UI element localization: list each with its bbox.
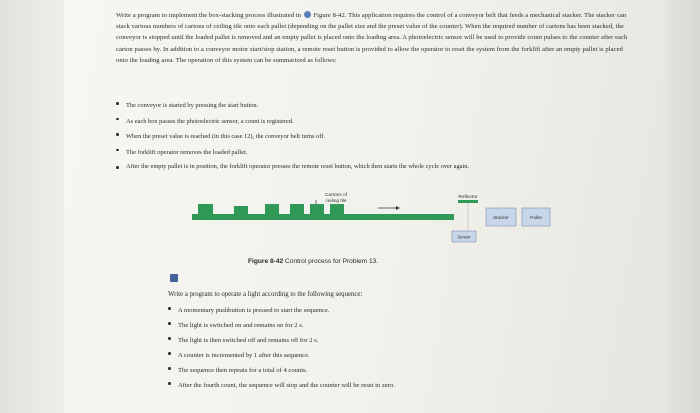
carton bbox=[330, 204, 344, 214]
problem-2-intro: Write a program to operate a light according to the following sequence: bbox=[168, 291, 363, 298]
list-item: After the empty pallet is in position, the forklift operator presses the remote reset button, which then starts the whole cycle over again. bbox=[116, 162, 626, 172]
list-item: After the fourth count, the sequence will stop and the counter will be reset to zero. bbox=[168, 378, 588, 393]
problem-text bbox=[116, 10, 636, 66]
textbook-page bbox=[64, 0, 664, 413]
problem-text-segment: Figure 8-42. This application requires the control of a conveyor belt that feeds a mechanical stacker. The stacker can stack various numbers of cartons of ceiling tile onto each pallet (depending on the pallet size and the preset value of the counter). When the required number of cartons has been stacked, the conveyor is stopped until the loaded pallet is removed and an empty pallet is placed onto the loading area. A photoelectric sensor will be used to provide count pulses to the counter after each carton passes by. In addition to a conveyor motor start/stop station, a remote reset button is provided to allow the operator to reset the system from the forklift after an empty pallet is placed onto the loading area. The operation of this system can be summarized as follows: bbox=[116, 12, 628, 64]
stacker-label: Stacker bbox=[493, 215, 509, 220]
problem-text-segment: Write a program to implement the box-stacking process illustrated in bbox=[116, 12, 303, 19]
reflector-label: Reflector bbox=[458, 195, 478, 200]
book-link-icon[interactable] bbox=[304, 11, 311, 18]
sensor-label: Sensor bbox=[457, 234, 471, 240]
carton bbox=[234, 206, 248, 214]
operation-steps-list bbox=[116, 98, 626, 172]
light-sequence-list bbox=[168, 303, 588, 393]
figure-caption bbox=[248, 258, 378, 265]
carton bbox=[265, 204, 279, 214]
cartons-label: Cartons of bbox=[324, 193, 348, 198]
reflector bbox=[458, 200, 478, 203]
list-item: A counter is incremented by 1 after this sequence. bbox=[168, 348, 588, 363]
list-item: The light is switched on and remains on for 2 s. bbox=[168, 318, 588, 333]
list-item: A momentary pushbutton is pressed to start the sequence. bbox=[168, 303, 588, 318]
list-item: The forklift operator removes the loaded pallet. bbox=[116, 145, 626, 161]
carton bbox=[290, 204, 304, 214]
list-item: The light is then switched off and remains off for 2 s. bbox=[168, 333, 588, 348]
background-left bbox=[0, 0, 64, 413]
arrow-head bbox=[396, 206, 400, 210]
list-item: When the preset value is reached (in this case 12), the conveyor belt turns off. bbox=[116, 129, 626, 145]
list-item: As each box passes the photoelectric sensor, a count is registered. bbox=[116, 114, 626, 130]
conveyor-belt bbox=[192, 214, 454, 220]
carton bbox=[310, 204, 324, 214]
figure-caption-text: Control process for Problem 13. bbox=[285, 258, 379, 265]
problem-marker-icon bbox=[170, 274, 178, 282]
list-item: The sequence then repeats for a total of 4 counts. bbox=[168, 363, 588, 378]
carton bbox=[198, 204, 213, 214]
list-item: The conveyor is started by pressing the start button. bbox=[116, 98, 626, 114]
figure-number: Figure 8-42 bbox=[248, 258, 284, 265]
problem-paragraph bbox=[116, 10, 636, 66]
pallet-label: Pallet bbox=[530, 215, 542, 220]
background-right bbox=[664, 0, 700, 413]
control-process-diagram bbox=[192, 188, 622, 256]
cartons-label-2: ceiling tile bbox=[325, 199, 347, 204]
